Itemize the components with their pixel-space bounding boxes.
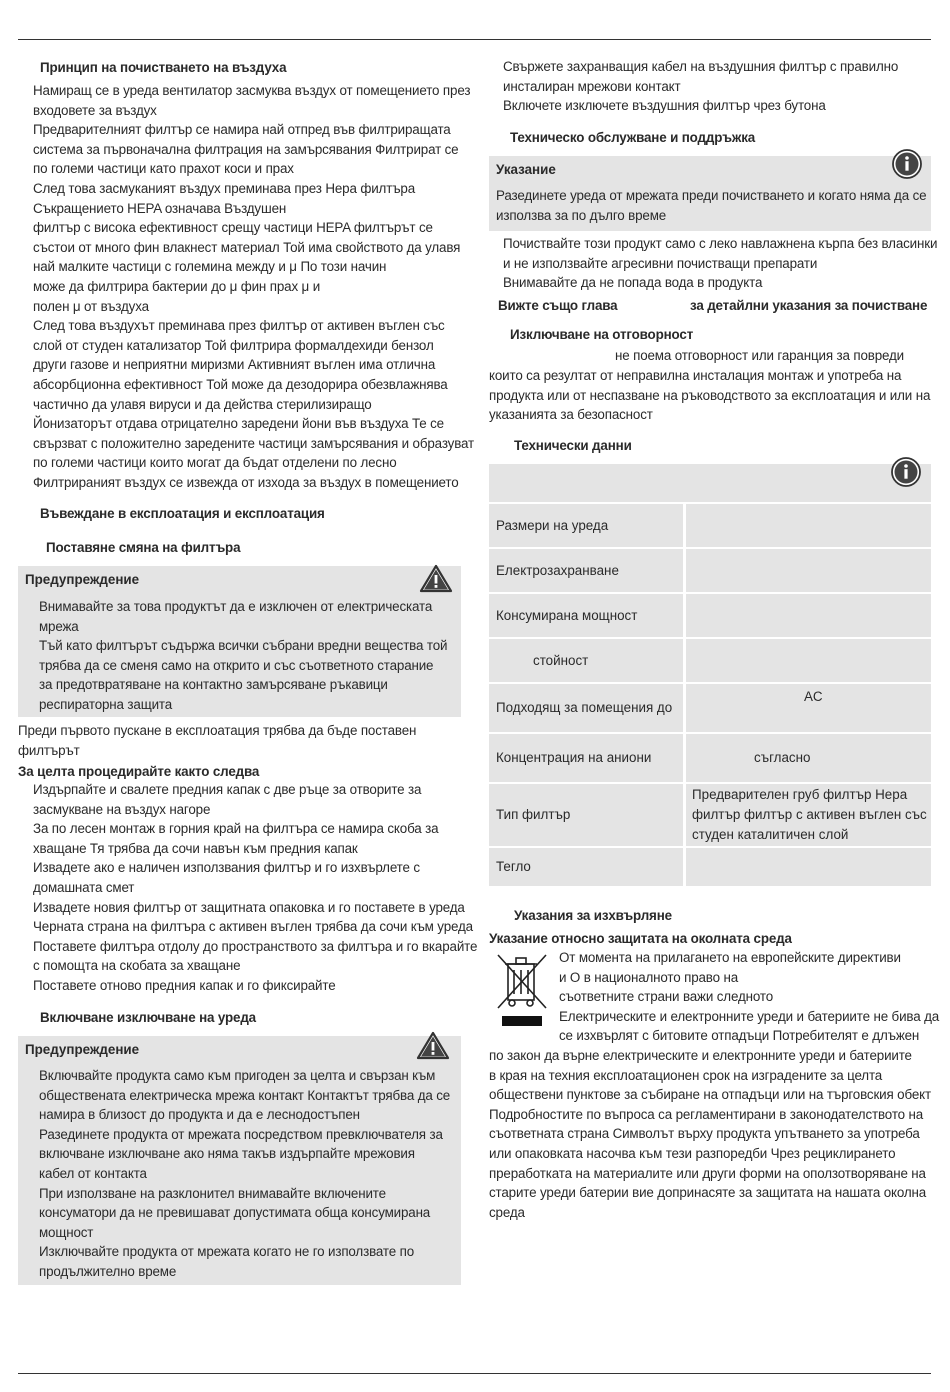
env-text-indented (559, 948, 939, 1046)
procedure-heading: За целта процедирайте както следва (18, 764, 260, 779)
warning-line: продължително време (39, 1263, 177, 1279)
warning-box-power (18, 1036, 461, 1285)
warning-line: мощност (39, 1224, 94, 1240)
paragraph-line: филтърът (18, 742, 80, 758)
paragraph-line: От момента на прилагането на европейските директиви (559, 950, 901, 965)
paragraph-line: Подробностите по въпроса са регламентирани в законодателството на (489, 1106, 924, 1122)
paragraph-line: Йонизаторът отдава отрицателно заредени йони във въздуха Те се (33, 416, 444, 432)
tech-row-value (686, 684, 931, 732)
tech-row-value (686, 848, 931, 886)
note-box-maintenance (489, 156, 931, 231)
warning-line: мрежа (39, 618, 79, 634)
tech-value-text: AC (804, 689, 823, 704)
tech-value-line: студен каталитичен слой (692, 827, 849, 842)
paragraph-line: частично да улавя вируси и да действа стерилизиращо (33, 396, 372, 412)
list-item: и не използвайте агресивни почистващи препарати (503, 255, 818, 271)
paragraph-line: слой от студен катализатор Той филтрира формалдехиди бензол (33, 337, 434, 353)
warning-line: Изключвайте продукта от мрежата когато не го използвате по (39, 1244, 414, 1260)
warning-triangle-icon (418, 560, 454, 596)
tech-label-text: Консумирана мощност (496, 607, 638, 623)
warning-line: обществената електрическа мрежа контакт Контактът трябва да се (39, 1087, 451, 1103)
warning-line: При използване на разклонител внимавайте включените (39, 1185, 386, 1201)
tech-row-label (489, 684, 683, 732)
tech-value-text: съгласно (754, 750, 811, 765)
warning-line: Внимавайте за това продуктът да е изключен от електрическата (39, 599, 433, 614)
tech-row-label (489, 639, 683, 682)
paragraph-line: по закон да върне електрическите и електронните уреди и батериите (489, 1048, 912, 1063)
tech-row-value (686, 594, 931, 637)
tech-label-text: Концентрация на аниони (496, 750, 652, 765)
warning-line: кабел от контакта (39, 1165, 147, 1181)
warning-text (39, 597, 447, 715)
tech-value-line: Предварителен груб филтър Hepa (692, 787, 908, 802)
crossed-bin-icon (494, 950, 550, 1030)
info-circle-icon (891, 148, 923, 180)
tech-label-text: Размери на уреда (496, 517, 609, 533)
paragraph-line: съответната страна Символът върху продукта упътването за употреба (489, 1126, 920, 1142)
tech-row-label (489, 504, 683, 547)
list-item: Внимавайте да не попада вода в продукта (503, 275, 763, 291)
list-item: Извадете ако е наличен използвания филтър и го изхвърлете с (33, 860, 420, 876)
see-chapter: Вижте също глава (498, 298, 618, 313)
warning-line: Включвайте продукта само към пригоден за целта и свързан към (39, 1068, 436, 1083)
paragraph-line: среда (489, 1204, 525, 1220)
paragraph-line: полен μ от въздуха (33, 298, 149, 314)
paragraph-line: по големи частици като прахот коси и прах (33, 161, 294, 177)
tech-row-label (489, 594, 683, 637)
tech-label-text: Електрозахранване (496, 562, 619, 578)
note-title: Указание (496, 162, 556, 177)
tech-row-value (686, 639, 931, 682)
list-item: Извадете новия филтър от защитната опаковка и го поставете в уреда (33, 899, 465, 915)
filter-heading: Поставяне смяна на филтъра (46, 540, 241, 555)
paragraph-line: най малките частици с големина между и μ По този начин (33, 259, 387, 275)
warning-title: Предупреждение (25, 572, 140, 587)
warning-title-2: Предупреждение (25, 1042, 140, 1057)
tech-row-label (489, 784, 683, 846)
list-item: с помощта на скобата за хващане (33, 958, 241, 974)
paragraph-line: по големи частици които могат да бъдат отделени по лесно (33, 455, 397, 471)
warning-line: респираторна защита (39, 696, 173, 712)
tech-label-text: Тегло (496, 859, 531, 874)
list-item: засмукване на въздух нагоре (33, 801, 211, 817)
paragraph-line: Филтрираният въздух се извежда от изхода за въздух в помещението (33, 474, 459, 490)
paragraph-line: или опаковката насочва към тези разпоредби Чрез рециклирането (489, 1145, 896, 1161)
warning-text-2 (39, 1066, 450, 1282)
top-rule (18, 39, 931, 40)
tech-row-label (489, 848, 683, 886)
paragraph-line: Преди първото пускане в експлоатация трябва да бъде поставен (18, 723, 417, 738)
paragraph-line: съответните страни важи следното (559, 989, 774, 1005)
list-item: Издърпайте и свалете предния капак с две ръце за отворите за (33, 782, 422, 797)
paragraph-line: старите уреди батерии вие допринасяте за защитата на нашата околна (489, 1185, 927, 1201)
list-item: Свържете захранващия кабел на въздушния филтър с правилно (503, 59, 899, 74)
tech-table-header (489, 464, 931, 502)
paragraph-line: След това засмуканият въздух преминава през Hepa филтъра (33, 180, 416, 196)
paragraph-line: входовете за въздух (33, 102, 157, 118)
list-item: Черната страна на филтъра с активен въглен трябва да сочи към уреда (33, 919, 473, 935)
paragraph-line: Намиращ се в уреда вентилатор засмуква въздух от помещението през (33, 83, 471, 98)
before-text (18, 721, 416, 760)
warning-line: за предотвратяване на контактно замърсяване ръкавици (39, 677, 388, 693)
warning-line: трябва да се сменя само на открито и със съответното старание (39, 657, 434, 673)
tech-row-value (686, 784, 931, 846)
onoff-heading: Включване изключване на уреда (40, 1010, 256, 1025)
paragraph-line: в края на техния експлоатационен срок на изградените за целта (489, 1067, 883, 1083)
paragraph-line: и О в националното право на (559, 969, 739, 985)
connect-steps (503, 57, 898, 116)
see-detail: за детайлни указания за почистване (690, 298, 928, 313)
paragraph-line: състои от много фин влакнест материал Той има свойството да улавя (33, 239, 461, 255)
tech-label-text: стойност (533, 652, 589, 668)
principle-heading: Принцип на почистването на въздуха (40, 60, 287, 75)
list-item: домашната смет (33, 879, 135, 895)
note-text (496, 186, 926, 225)
list-item: За по лесен монтаж в горния край на филтъра се намира скоба за (33, 821, 439, 837)
paragraph-line: продукта или от неспазване на ръководството за експлоатация и или на (489, 387, 931, 403)
env-heading: Указание относно защитата на околната среда (489, 931, 792, 946)
paragraph-line: може да филтрира бактерии до μ фин прах μ и (33, 278, 321, 294)
list-item: Почиствайте този продукт само с леко навлажнена кърпа без власинки (503, 236, 938, 251)
tech-label-text: Подходящ за помещения до (496, 700, 673, 715)
paragraph-line: Предварителният филтър се намира най отпред във филтриращата (33, 122, 451, 138)
paragraph-line: указанията за безопасност (489, 407, 653, 423)
warning-line: консуматори да не превишават допустимата обща консумирана (39, 1205, 431, 1221)
maintenance-heading: Техническо обслужване и поддръжка (510, 130, 756, 145)
paragraph-line: които са резултат от неправилна инсталация монтаж и употреба на (489, 368, 902, 383)
warning-line: Тъй като филтърът съдържа всички събрани вредни вещества той (39, 638, 448, 654)
list-item: хващане Тя трябва да сочи навън към предния капак (33, 840, 358, 856)
tech-label-text: Тип филтър (496, 807, 571, 822)
paragraph-line: свързват с положително заредените частици замърсявания и образуват (33, 435, 474, 451)
warning-triangle-icon (415, 1027, 451, 1063)
warning-box-filter (18, 566, 461, 717)
tech-value-line: филтър филтър с активен въглен със (692, 807, 927, 822)
paragraph-line: преработката на материалите или други форми на оползотворяване на (489, 1165, 926, 1181)
note-line: Разединете уреда от мрежата преди почистването и когато няма да се (496, 188, 927, 203)
tech-row-value (686, 504, 931, 547)
disposal-heading: Указания за изхвърляне (514, 908, 672, 923)
paragraph-line: система за първоначална филтрация на замърсявания Филтрират се (33, 141, 459, 157)
paragraph-line: Съкращението HEPA означава Въздушен (33, 200, 287, 216)
tech-row-label (489, 734, 683, 782)
liability-heading: Изключване на отговорност (510, 327, 694, 342)
warning-line: намира в близост до продукта и да е леснодостъпен (39, 1107, 360, 1123)
paragraph-line: филтър с висока ефективност срещу частици HEPA филтърът се (33, 220, 433, 236)
list-item: Поставете филтъра отдолу до пространството за филтъра и го вкарайте (33, 938, 478, 954)
liability-text (489, 366, 930, 425)
cleaning-steps (503, 234, 937, 293)
warning-line: Разединете продукта от мрежата посредством превключвателя за (39, 1126, 443, 1142)
commissioning-heading: Въвеждане в експлоатация и експлоатация (40, 506, 325, 521)
paragraph-line: абсорбционна ефективност Той може да дезодорира обезвлажнява (33, 376, 448, 392)
env-text (489, 1046, 931, 1222)
procedure-list (33, 780, 477, 996)
tech-row-value (686, 734, 931, 782)
list-item: Поставете отново предния капак и го фиксирайте (33, 977, 336, 993)
warning-line: включване изключване ако няма такъв издърпайте мрежовия (39, 1146, 415, 1162)
paragraph-line: Електрическите и електронните уреди и батериите не бива да (559, 1008, 940, 1024)
paragraph-line: други газове и неприятни миризми Активният въглен има отлична (33, 357, 436, 373)
liability-line: не поема отговорност или гаранция за повреди (615, 348, 905, 363)
bottom-rule (18, 1373, 931, 1374)
paragraph-line: След това въздухът преминава през филтър от активен въглен със (33, 318, 445, 334)
note-line: използва за по дълго време (496, 207, 667, 223)
paragraph-line: обществени пунктове за събиране на отпадъци или на търговския обект (489, 1087, 931, 1103)
tech-heading: Технически данни (514, 438, 632, 453)
list-item: Включете изключете въздушния филтър чрез бутона (503, 98, 826, 114)
tech-row-value (686, 549, 931, 592)
list-item: инсталиран мрежови контакт (503, 78, 681, 94)
tech-row-label (489, 549, 683, 592)
info-circle-icon (890, 456, 922, 488)
paragraph-line: се изхвърлят с битовите отпадъци Потребителят е длъжен (559, 1028, 920, 1044)
principle-text (33, 81, 474, 492)
